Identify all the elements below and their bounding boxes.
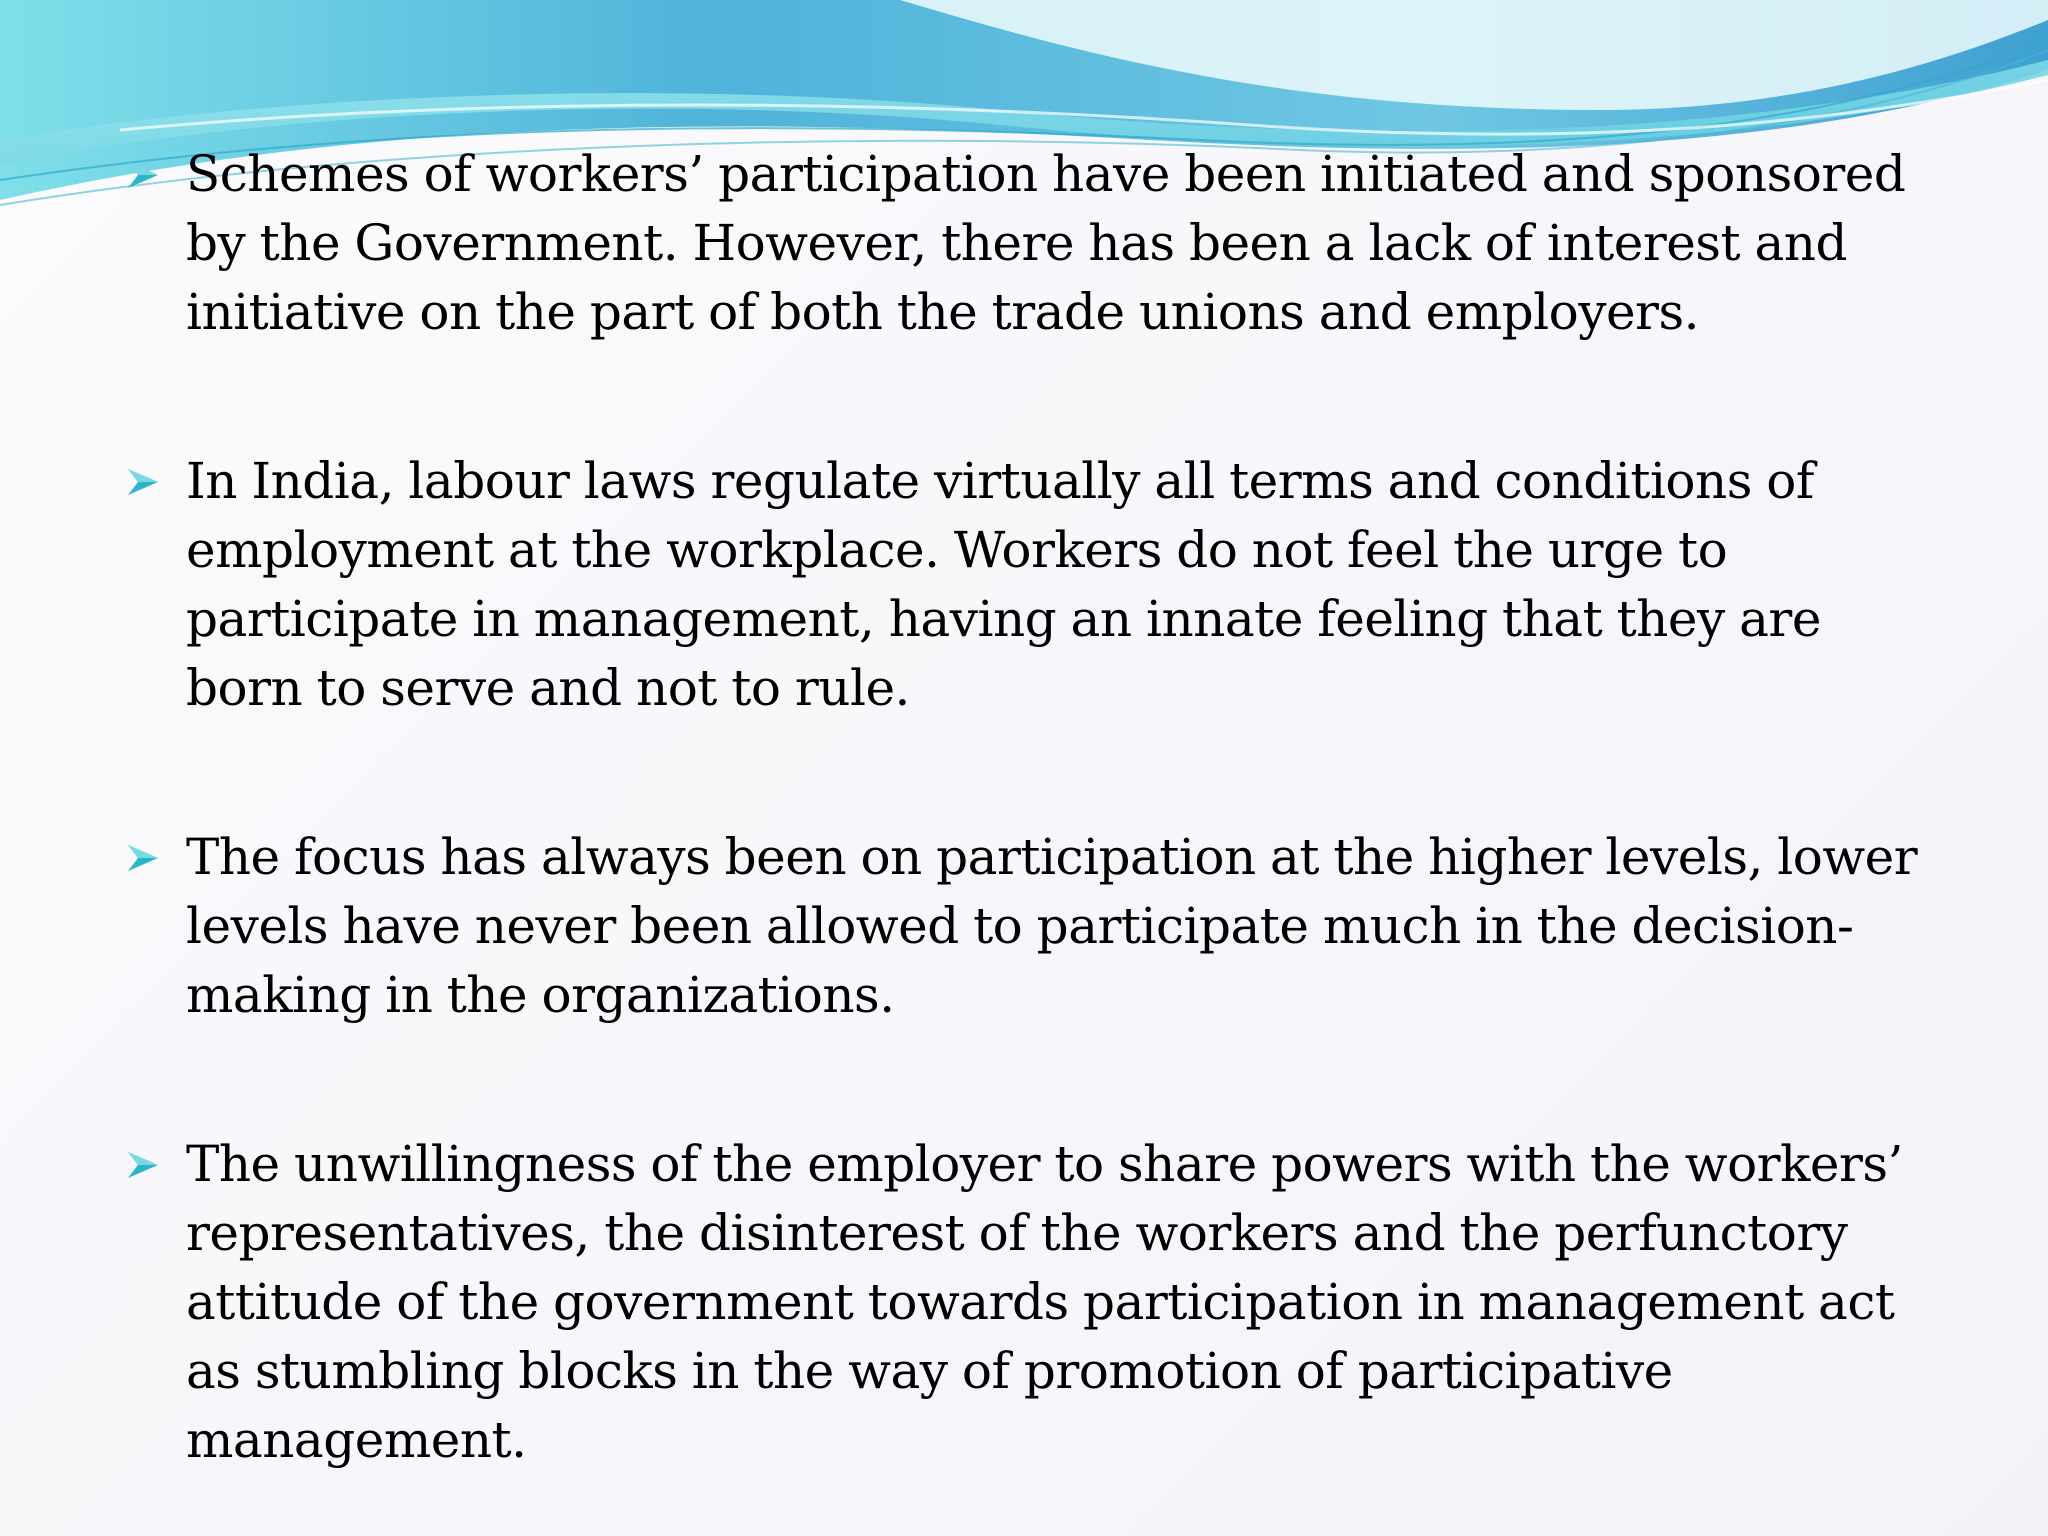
bullet-text: The unwillingness of the employer to share powers with the workers’ representatives, the disinterest of the workers and the perfunctory attitude of the government towards participation in management act as stumbling blocks in the way of promotion of participative management.: [186, 1135, 1903, 1469]
arrow-bullet-icon: [126, 843, 160, 873]
bullet-text: In India, labour laws regulate virtually all terms and conditions of employment at the workplace. Workers do not feel the urge to participate in management, having an innate feeling that they are born to serve and not to rule.: [186, 452, 1821, 717]
arrow-bullet-icon: [126, 1150, 160, 1180]
bullet-text: The focus has always been on participation at the higher levels, lower levels have never been allowed to participate much in the decision-making in the organizations.: [186, 828, 1918, 1024]
arrow-bullet-icon: [126, 467, 160, 497]
arrow-bullet-icon: [126, 160, 160, 190]
bullet-list: [120, 140, 1940, 1475]
bullet-item: [120, 447, 1940, 723]
bullet-text: Schemes of workers’ participation have been initiated and sponsored by the Government. However, there has been a lack of interest and initiative on the part of both the trade unions and employers.: [186, 145, 1906, 341]
bullet-item: [120, 140, 1940, 347]
bullet-item: [120, 823, 1940, 1030]
bullet-item: [120, 1130, 1940, 1475]
